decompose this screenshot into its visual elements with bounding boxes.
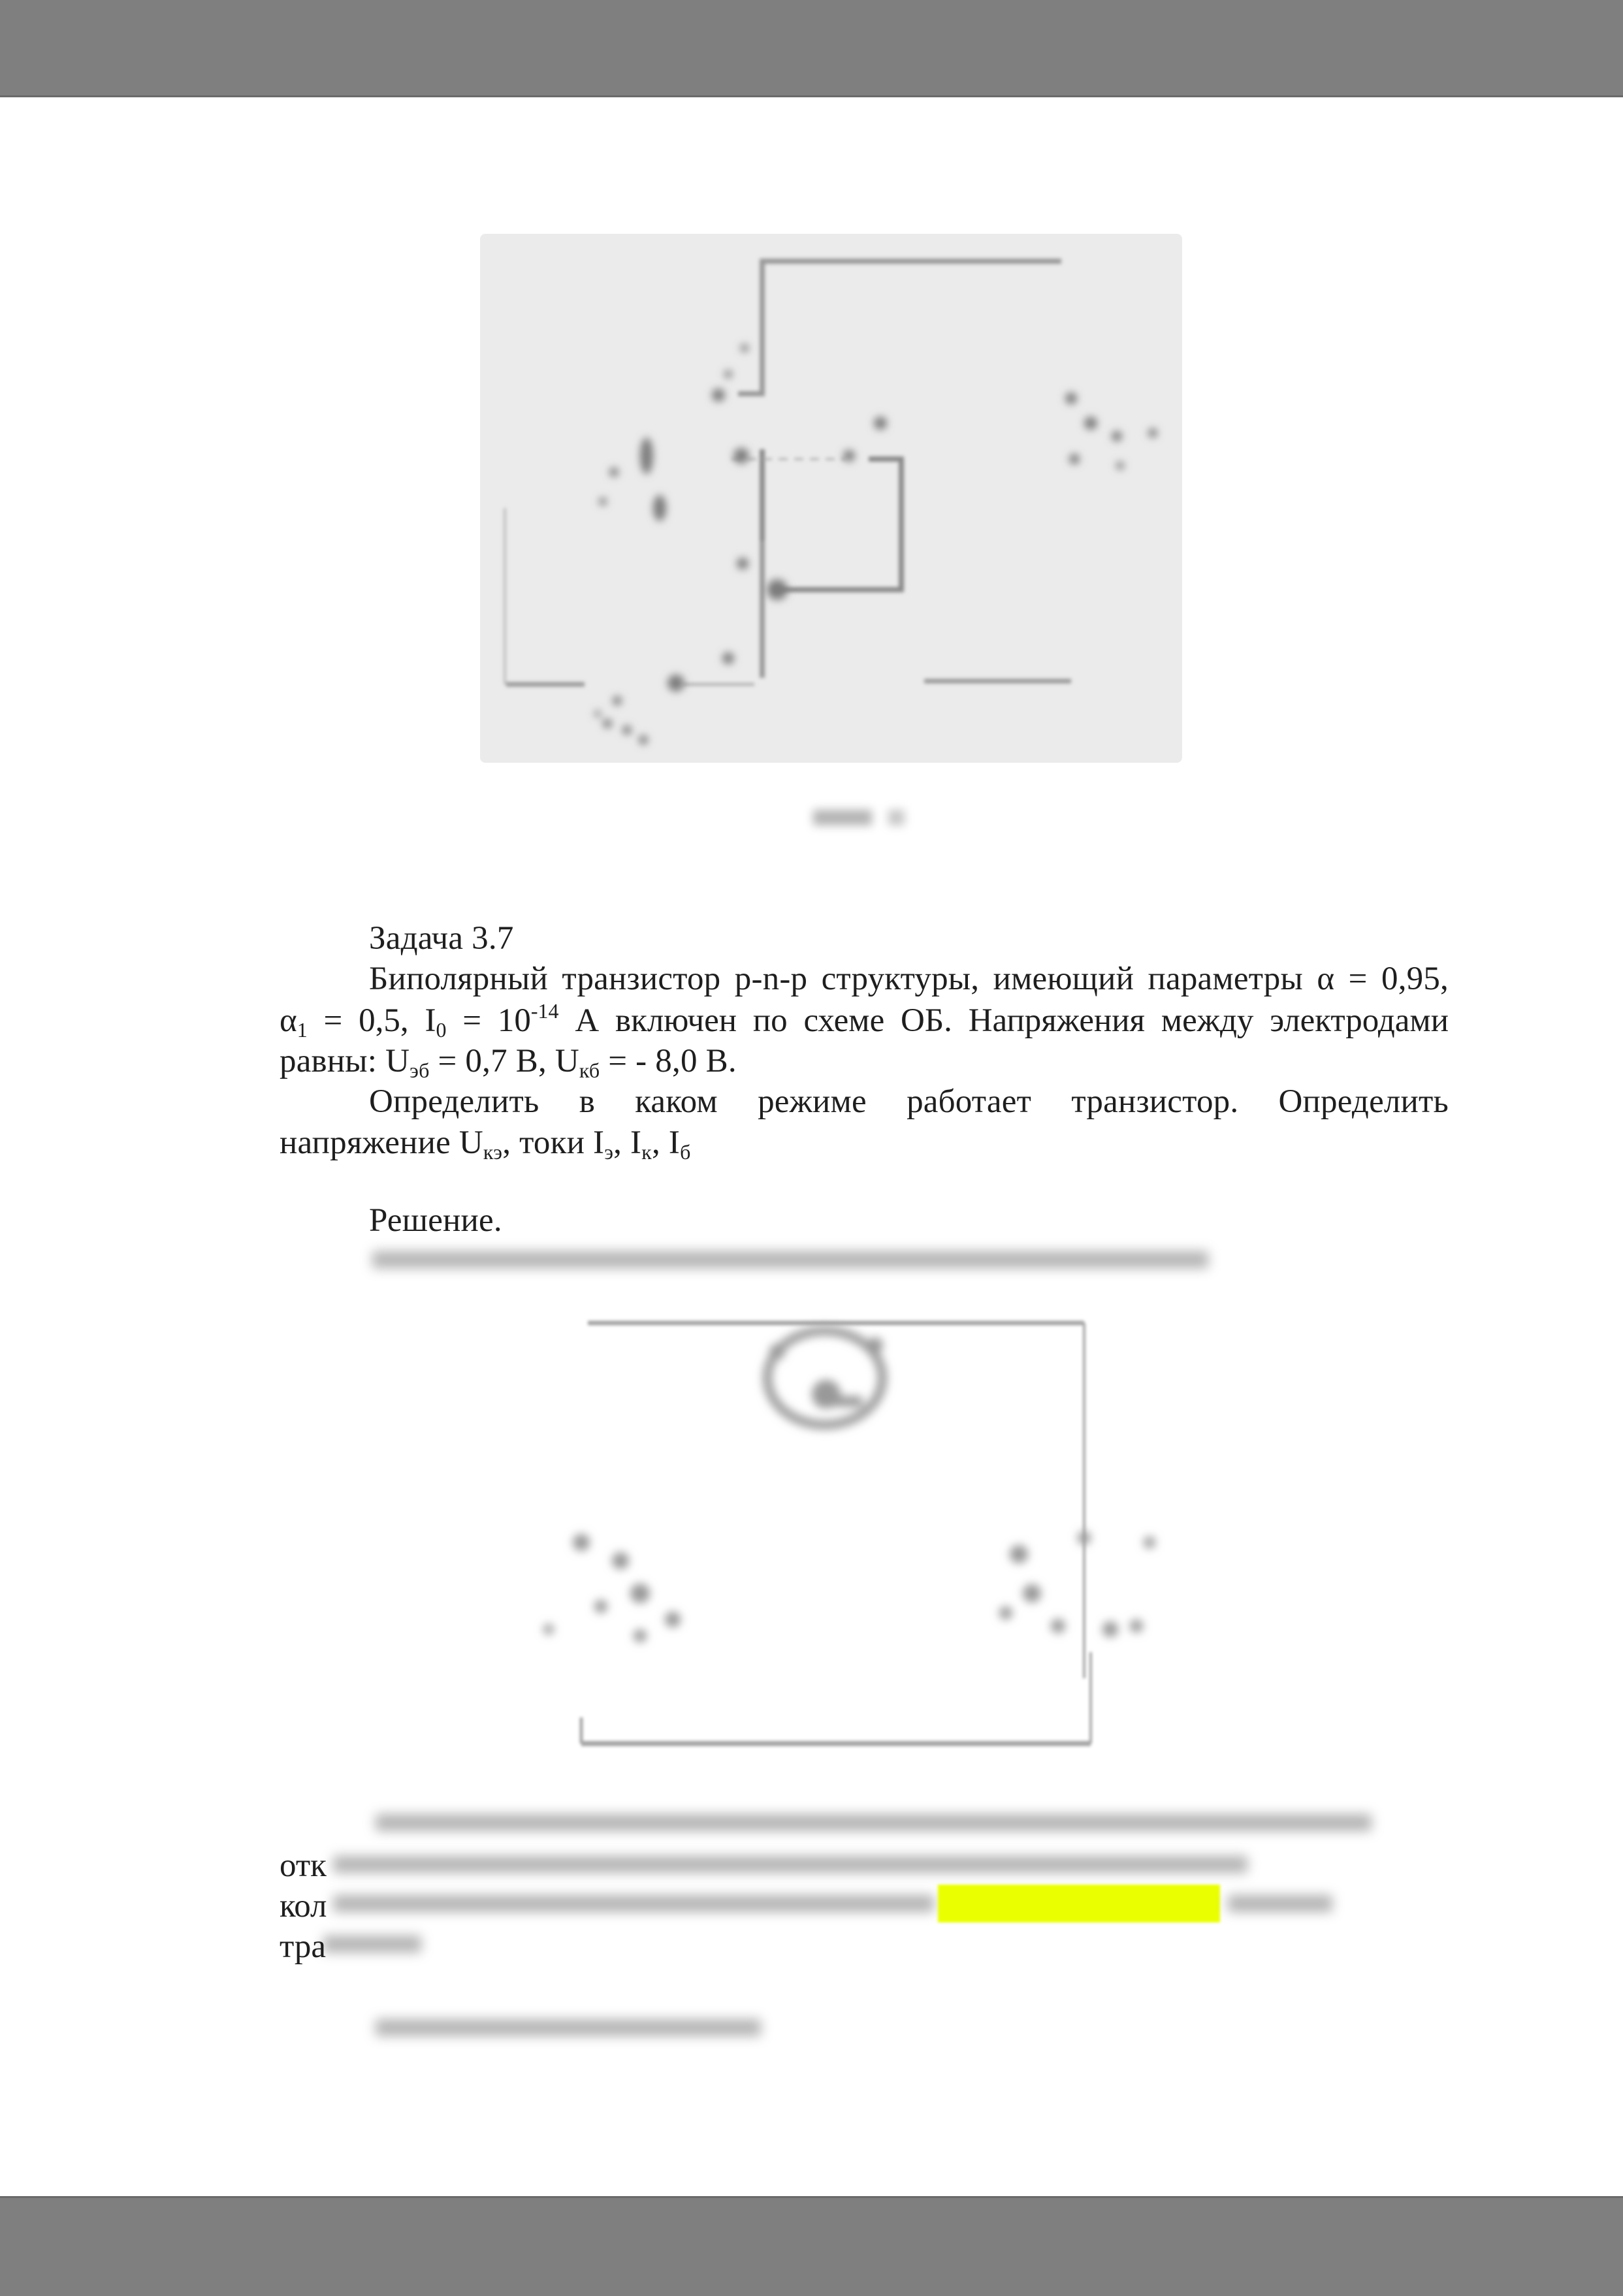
blurred-paragraph-line-5 bbox=[376, 2017, 761, 2039]
circuit-figure-1-drawing bbox=[480, 234, 1182, 763]
viewer-top-bar bbox=[0, 0, 1623, 97]
task-title: Задача 3.7 bbox=[369, 920, 514, 957]
solution-label: Решение. bbox=[369, 1202, 502, 1239]
viewer-bottom-bar bbox=[0, 2196, 1623, 2296]
blurred-solution-line-1 bbox=[372, 1249, 1208, 1271]
blurred-paragraph-line-4 bbox=[323, 1933, 421, 1955]
highlighted-text-region bbox=[938, 1885, 1220, 1922]
partial-word-2: кол bbox=[280, 1888, 327, 1924]
blurred-paragraph-line-1 bbox=[376, 1811, 1372, 1834]
blurred-paragraph-line-2 bbox=[333, 1853, 1247, 1875]
circuit-figure-2 bbox=[509, 1299, 1176, 1776]
task-paragraph-1-line-1: Биполярный транзистор p-n-p структуры, имеющий параметры α = 0,95, bbox=[369, 961, 1449, 997]
figure-1-caption bbox=[813, 806, 911, 829]
task-paragraph-1-line-2: $\alpha_1 = 0,5$, $I_0 = 10^{-14}$ А включен по схеме ОБ. Напряжения между электродами bbox=[280, 999, 1449, 1042]
partial-word-3: тра bbox=[280, 1928, 327, 1965]
blurred-paragraph-line-3b bbox=[1228, 1892, 1332, 1915]
circuit-figure-1 bbox=[480, 234, 1182, 763]
blurred-paragraph-line-3a bbox=[333, 1892, 934, 1915]
task-paragraph-1-line-3: равны: $U_{эб} = 0,7$ В, $U_{кб}$ = - 8,0 В. bbox=[280, 1043, 737, 1082]
task-paragraph-2-line-2: напряжение $U_{кэ}$, токи $I_э$, $I_к$, $I_б$ bbox=[280, 1124, 691, 1164]
task-paragraph-2-line-1: Определить в каком режиме работает транзистор. Определить bbox=[369, 1083, 1449, 1120]
partial-word-1: отк bbox=[280, 1847, 327, 1884]
